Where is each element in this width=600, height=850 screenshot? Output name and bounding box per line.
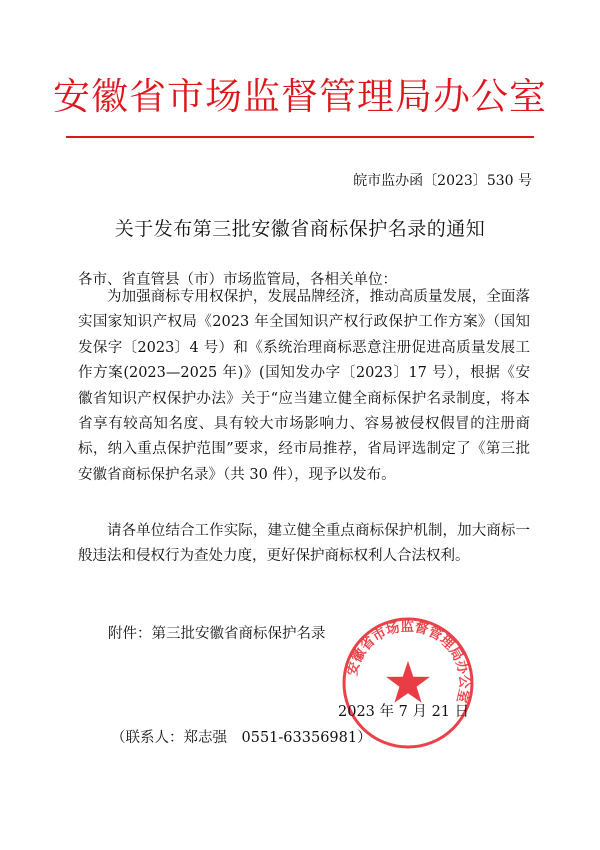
body-paragraph-2: 请各单位结合工作实际，建立健全重点商标保护机制，加大商标一般违法和侵权行为查处力度，更好保护商标权利人合法权利。 [78, 523, 530, 565]
body-paragraph-1: 为加强商标专用权保护，发展品牌经济，推动高质量发展，全面落实国家知识产权局《2023 年全国知识产权行政保护工作方案》（国知发保字〔2023〕4 号）和《系统治理商标恶意注册促进高质量发展工作方案(2023—2025 年)》(国知发办字〔2023〕17 号），根据《安徽省知识产权保护办法》关于“应当建立健全商标保护名录制度，将本省享有较高知名度、具有较大市场影响力、容易被侵权假冒的注册商标，纳入重点保护范围”要求，经市局推荐，省局评选制定了《第三批安徽省商标保护名录》（共 30 件），现予以发布。 [78, 289, 530, 483]
document-title: 关于发布第三批安徽省商标保护名录的通知 [114, 218, 486, 240]
seal-star-icon [386, 661, 430, 703]
contact-info: （联系人：郑志强 0551-63356981） [111, 730, 372, 746]
document-number: 皖市监办函〔2023〕530 号 [353, 173, 532, 189]
red-divider-line [66, 136, 534, 138]
issuer-header-title: 安徽省市场监督管理局办公室 [53, 75, 547, 118]
seal-arc-text: 安徽省市场监督管理局办公室 [344, 618, 473, 705]
issue-date: 2023 年 7 月 21 日 [338, 704, 470, 720]
attachment-note: 附件：第三批安徽省商标保护名录 [108, 626, 326, 642]
addressee-line: 各市、省直管县（市）市场监管局，各相关单位： [78, 272, 397, 288]
